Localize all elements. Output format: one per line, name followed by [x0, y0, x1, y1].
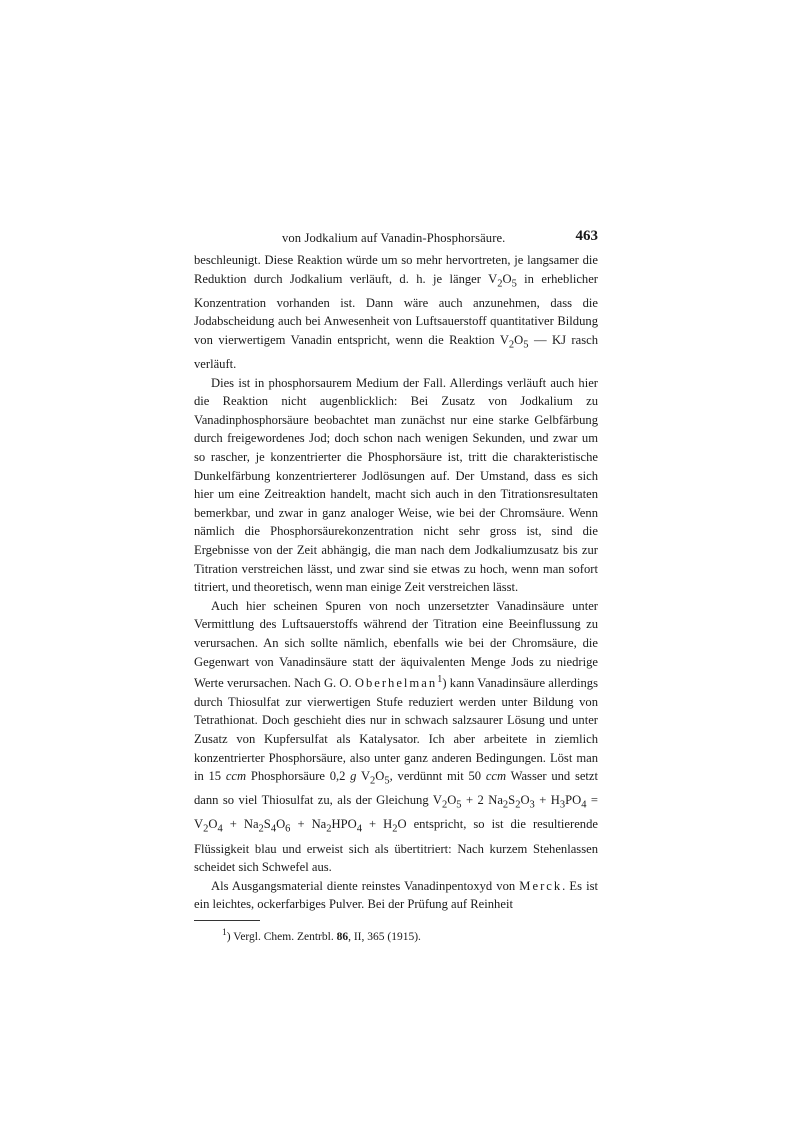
page-header	[194, 228, 598, 248]
paragraph-3: Auch hier scheinen Spuren von noch unzersetzter Vanadinsäure unter Vermittlung des Luftsauerstoffs während der Titration eine Beeinflussung zu verursachen. An sich sollte nämlich, ebenfalls wie bei der Chromsäure, die Gegenwart von Vanadinsäure statt der äquivalenten Menge Jods zu niedrige Werte verursachen. Nach G. O. Oberhelman$^1$) kann Vanadinsäure allerdings durch Thiosulfat zur vierwertigen Stufe reduziert werden unter Bildung von Tetrathionat. Doch geschieht dies nur in schwach salzsaurer Lösung und unter Zusatz von Kupfersulfat als Katalysator. Ich aber arbeitete in ziemlich konzentrierter Phosphorsäure, also unter ganz anderen Bedingungen. Löst man in 15 ccm Phosphorsäure 0,2 g $V_2O_5$, verdünnt mit 50 ccm Wasser und setzt dann so viel Thiosulfat zu, als der Gleichung $V_2O_5 + 2$ $Na_2S_2O_3 + H_3PO_4 = V_2O_4 + Na_2S_4O_6 + Na_2HPO_4 + H_2O$ entspricht, so ist die resultierende Flüssigkeit blau und erweist sich als übertitriert: Nach kurzem Stehenlassen scheidet sich Schwefel aus.	[194, 598, 599, 875]
paragraph-4: Als Ausgangsmaterial diente reinstes Vanadinpentoxyd von Merck. Es ist ein leichtes, ockerfarbiges Pulver. Bei der Prüfung auf Reinheit	[194, 878, 598, 912]
page-number: 463	[575, 228, 598, 244]
paragraph-1: beschleunigt. Diese Reaktion würde um so mehr hervortreten, je langsamer die Reduktion durch Jodkalium verläuft, d. h. je länger $V_2O_5$ in erheblicher Konzentration vorhanden ist. Dann wäre auch anzunehmen, dass die Jodabscheidung auch bei Anwesenheit von Luftsauerstoff quantitativer Bildung von vierwertigem Vanadin entspricht, wenn die Reaktion $V_2O_5$ — KJ rasch verläuft.	[194, 253, 598, 371]
running-title: von Jodkalium auf Vanadin-Phosphorsäure.	[282, 231, 506, 245]
footnote-divider	[194, 920, 260, 921]
body-text	[194, 251, 598, 914]
document-page	[194, 228, 598, 945]
footnote: $^1$) Vergl. Chem. Zentrbl. 86, II, 365 (1915).	[222, 926, 421, 943]
paragraph-2: Dies ist in phosphorsaurem Medium der Fall. Allerdings verläuft auch hier die Reaktion nicht augenblicklich: Bei Zusatz von Jodkalium zu Vanadinphosphorsäure beobachtet man zunächst nur eine starke Gelbfärbung durch freigewordenes Jod; doch schon nach wenigen Sekunden, und zwar um so rascher, je konzentrierter die Phosphorsäure ist, tritt die charakteristische Dunkelfärbung konzentrierterer Jodlösungen auf. Der Umstand, dass es sich hier um eine Zeitreaktion handelt, macht sich auch in den Titrationsresultaten bemerkbar, und zwar in ganz analoger Weise, wie bei der Chromsäure. Wenn nämlich die Phosphorsäurekonzentration nicht sehr gross ist, sind die Ergebnisse von der Zeit abhängig, die man nach dem Jodkaliumzusatz bis zur Titration verstreichen lässt, und zwar sind sie etwas zu hoch, wenn man sofort titriert, und theoretisch, wenn man einige Zeit verstreichen lässt.	[194, 375, 598, 595]
